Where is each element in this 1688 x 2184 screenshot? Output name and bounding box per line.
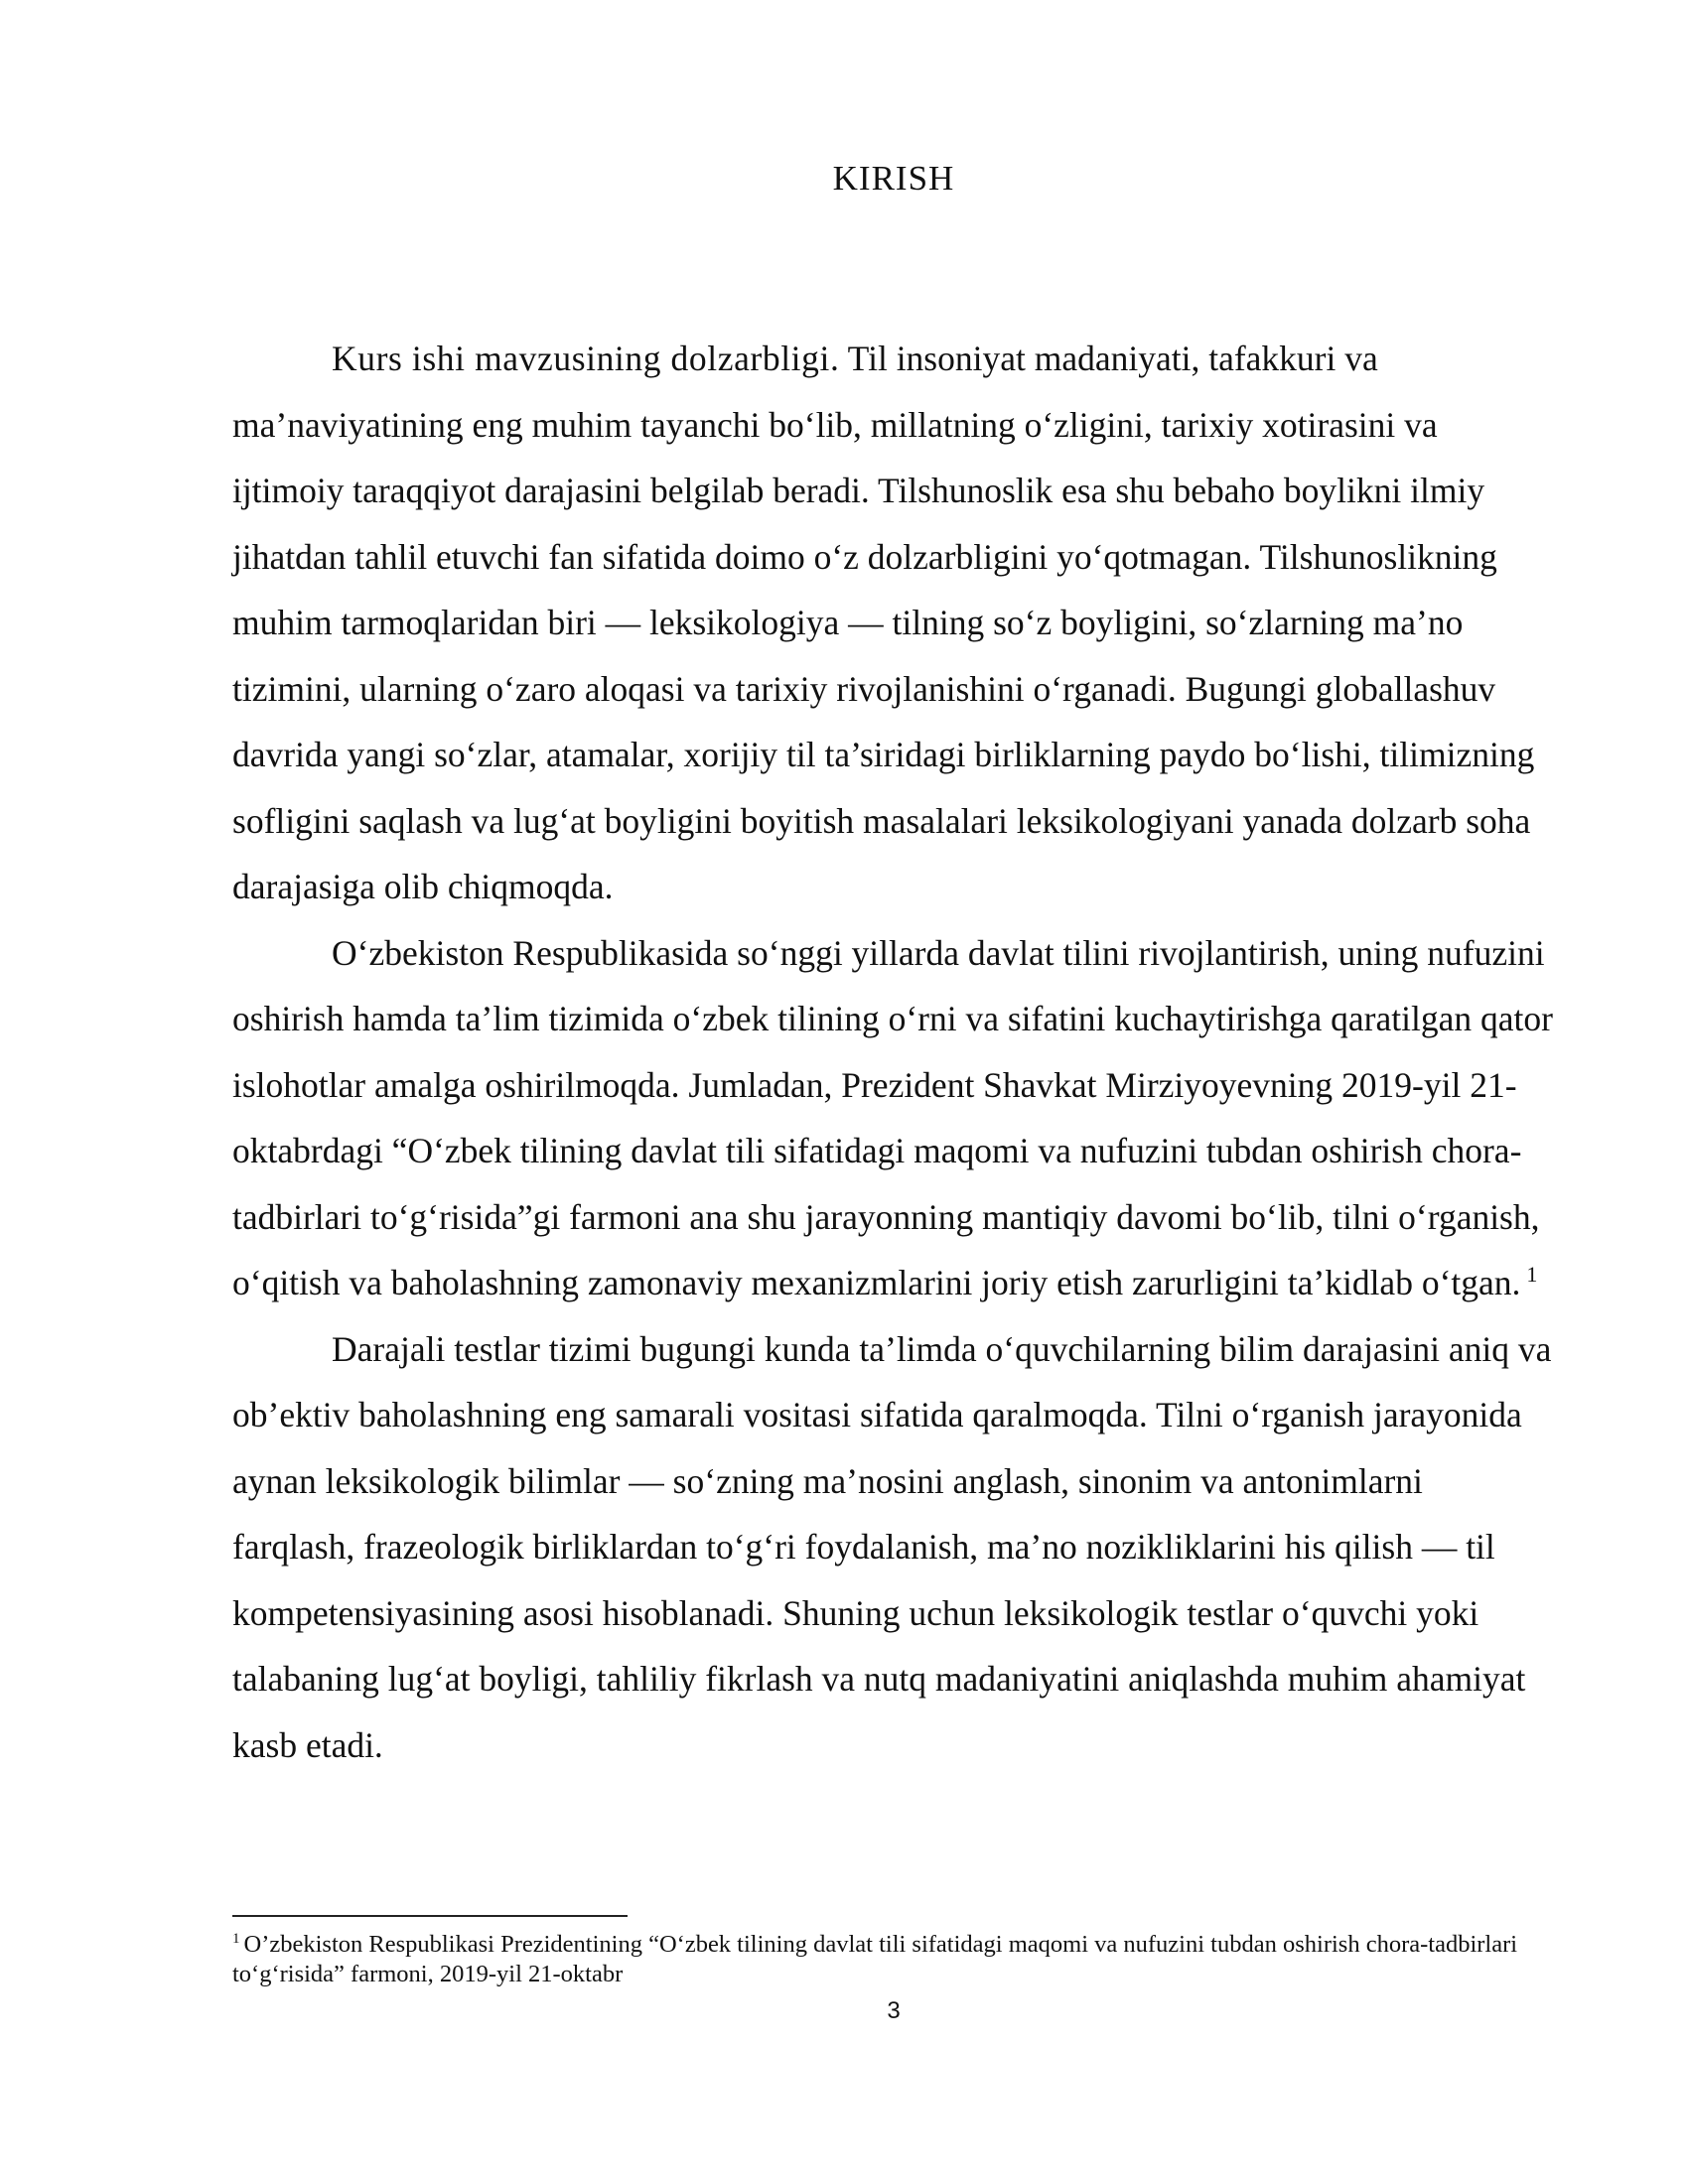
section-heading: KIRISH [832, 159, 955, 198]
paragraph-reforms [232, 920, 1553, 1316]
footnote-separator [232, 1915, 628, 1917]
footnote [232, 1930, 1553, 1989]
paragraph-relevance [232, 326, 1553, 920]
footnote-text: O’zbekiston Respublikasi Prezidentining “O‘zbek tilining davlat tili sifatidagi maqomi va nufuzini tubdan oshirish chora-tadbirlari to‘g‘risida” farmoni, 2019-yil 21-oktabr [232, 1931, 1518, 1987]
footnote-marker: 1 [232, 1930, 240, 1947]
paragraph-tests [232, 1316, 1553, 1779]
paragraph-text: Til insoniyat madaniyati, tafakkuri va ma’naviyatining eng muhim tayanchi bo‘lib, millatning o‘zligini, tarixiy xotirasini va ijtimoiy taraqqiyot darajasini belgilab beradi. Tilshunoslik esa shu bebaho boylikni ilmiy jihatdan tahlil etuvchi fan sifatida doimo o‘z dolzarbligini yo‘qotmagan. Tilshunoslikning muhim tarmoqlaridan biri — leksikologiya — tilning so‘z boyligini, so‘zlarning ma’no tizimini, ularning o‘zaro aloqasi va tarixiy rivojlanishini o‘rganadi. Bugungi globallashuv davrida yangi so‘zlar, atamalar, xorijiy til ta’siridagi birliklarning paydo bo‘lishi, tilimizning sofligini saqlash va lug‘at boyligini boyitish masalalari leksikologiyani yanada dolzarb soha darajasiga olib chiqmoqda. [232, 339, 1535, 906]
page-number: 3 [887, 1997, 901, 2024]
body-text [232, 326, 1553, 1778]
paragraph-text: O‘zbekiston Respublikasida so‘nggi yillarda davlat tilini rivojlantirish, uning nufuzini oshirish hamda ta’lim tizimida o‘zbek tilining o‘rni va sifatini kuchaytirishga qaratilgan qator islohotlar amalga oshirilmoqda. Jumladan, Prezident Shavkat Mirziyoyevning 2019-yil 21-oktabrdagi “O‘zbek tilining davlat tili sifatidagi maqomi va nufuzini tubdan oshirish chora-tadbirlari to‘g‘risida”gi farmoni ana shu jarayonning mantiqiy davomi bo‘lib, tilni o‘rganish, o‘qitish va baholashning zamonaviy mexanizmlarini joriy etish zarurligini ta’kidlab o‘tgan. [232, 932, 1553, 1302]
footnote-reference[interactable]: 1 [1526, 1262, 1538, 1288]
paragraph-lead: Kurs ishi mavzusining dolzarbligi. [332, 339, 840, 378]
paragraph-text: Darajali testlar tizimi bugungi kunda ta’limda o‘quvchilarning bilim darajasini aniq va ob’ektiv baholashning eng samarali vositasi sifatida qaralmoqda. Tilni o‘rganish jarayonida aynan leksikologik bilimlar — so‘zning ma’nosini anglash, sinonim va antonimlarni farqlash, frazeologik birliklardan to‘g‘ri foydalanish, ma’no nozikliklarini his qilish — til kompetensiyasining asosi hisoblanadi. Shuning uchun leksikologik testlar o‘quvchi yoki talabaning lug‘at boyligi, tahliliy fikrlash va nutq madaniyatini aniqlashda muhim ahamiyat kasb etadi. [232, 1328, 1552, 1765]
